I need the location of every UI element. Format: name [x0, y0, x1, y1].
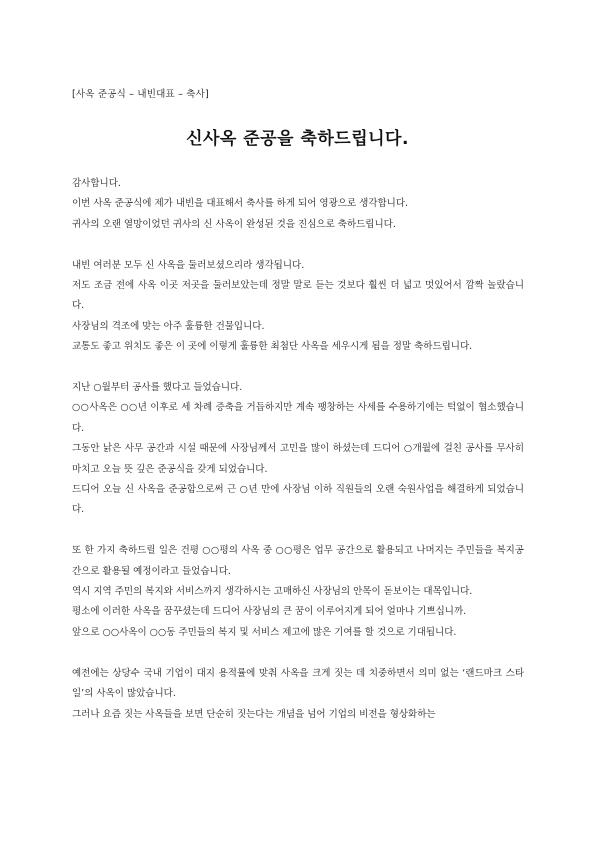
paragraph: 앞으로 ○○사옥이 ○○동 주민들의 복지 및 서비스 제고에 많은 기여를 할 것으로 기대됩니다.	[72, 626, 457, 638]
paragraph: 드디어 오늘 신 사옥을 준공함으로써 근 ○년 만에 사장님 이하 직원들의 오랜 숙원사업을 해결하게 되었습니다.	[72, 484, 524, 516]
paragraph-group-welfare	[72, 541, 524, 643]
paragraph: 이번 사옥 준공식에 제가 내빈을 대표해서 축사를 하게 되어 영광으로 생각합니다.	[72, 198, 409, 210]
paragraph: 감사합니다.	[72, 178, 121, 189]
paragraph-spacer	[72, 521, 524, 541]
document-title: 신사옥 준공을 축하드립니다.	[186, 129, 409, 149]
paragraph: 평소에 이러한 사옥을 꿈꾸셨는데 드디어 사장님의 큰 꿈이 이루어지게 되어 얼마나 기쁘십니까.	[72, 606, 467, 618]
document-header-tag: [사옥 준공식 – 내빈대표 – 축사]	[72, 89, 209, 100]
paragraph-group-greeting	[72, 174, 524, 235]
paragraph: 교통도 좋고 위치도 좋은 이 곳에 이렇게 훌륭한 최첨단 사옥을 세우시게 됨을 정말 축하드립니다.	[72, 341, 473, 353]
paragraph: 또 한 가지 축하드릴 일은 건평 ○○평의 사옥 중 ○○평은 업무 공간으로 활용되고 나머지는 주민들을 복지공간으로 활용될 예정이라고 들었습니다.	[72, 545, 524, 577]
paragraph-group-building	[72, 256, 524, 358]
paragraph: 지난 ○월부터 공사를 했다고 들었습니다.	[72, 382, 243, 394]
paragraph-spacer	[72, 358, 524, 378]
paragraph-spacer	[72, 235, 524, 255]
paragraph: 귀사의 오랜 열망이었던 귀사의 신 사옥이 완성된 것을 진심으로 축하드립니다.	[72, 218, 396, 230]
paragraph: 그러나 요즘 짓는 사옥들을 보면 단순히 짓는다는 개념을 넘어 기업의 비전을 형상화하는	[72, 708, 436, 720]
paragraph-group-vision	[72, 664, 524, 725]
paragraph: 저도 조금 전에 사옥 이곳 저곳을 둘러보았는데 정말 말로 듣는 것보다 훨씬 더 넓고 멋있어서 깜짝 놀랐습니다.	[72, 280, 524, 312]
paragraph: 그동안 낡은 사무 공간과 시설 때문에 사장님께서 고민을 많이 하셨는데 드디어 ○개월에 걸친 공사를 무사히 마치고 오늘 뜻 깊은 준공식을 갖게 되었습니다.	[72, 443, 524, 475]
paragraph: ○○사옥은 ○○년 이후로 세 차례 증축을 거듭하지만 계속 팽창하는 사세를 수용하기에는 턱없이 협소했습니다.	[72, 402, 524, 434]
document-body	[72, 174, 524, 725]
paragraph-group-construction	[72, 378, 524, 521]
paragraph: 내빈 여러분 모두 신 사옥을 둘러보셨으리라 생각됩니다.	[72, 259, 305, 271]
paragraph: 역시 지역 주민의 복지와 서비스까지 생각하시는 고매하신 사장님의 안목이 돋보이는 대목입니다.	[72, 586, 473, 598]
paragraph-spacer	[72, 643, 524, 663]
paragraph: 예전에는 상당수 국내 기업이 대지 용적률에 맞춰 사옥을 크게 짓는 데 치중하면서 의미 없는 ‘랜드마크 스타일’의 사옥이 많았습니다.	[72, 667, 524, 700]
paragraph: 사장님의 격조에 맞는 아주 훌륭한 건물입니다.	[72, 320, 265, 332]
